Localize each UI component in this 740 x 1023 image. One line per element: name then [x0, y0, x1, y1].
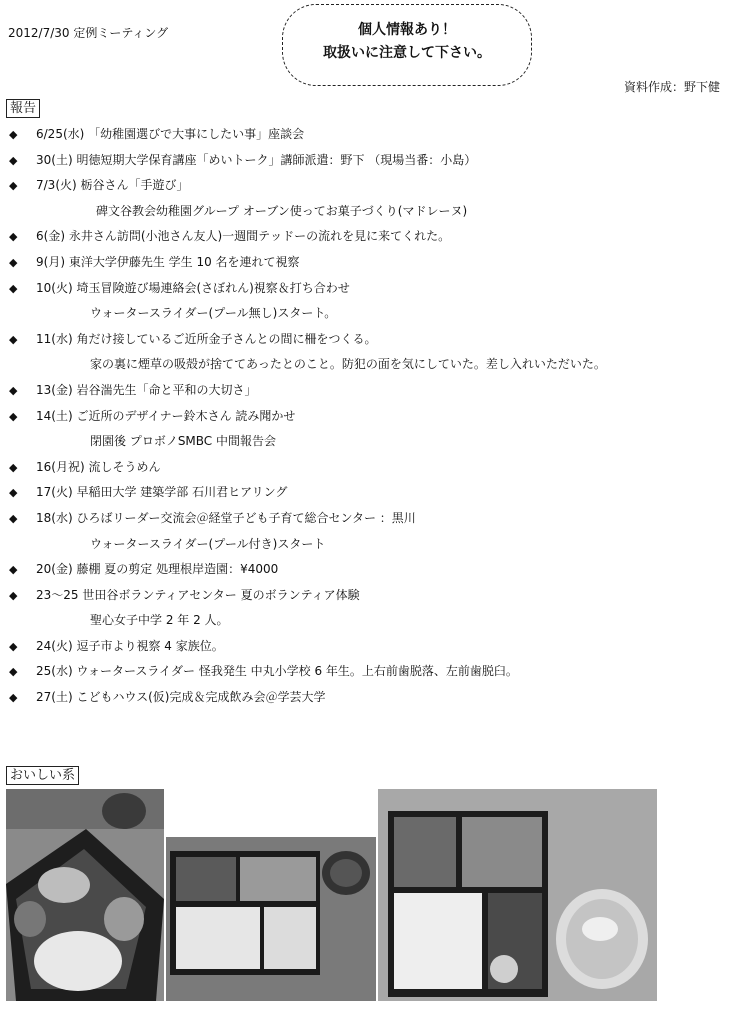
- diamond-bullet-icon: ◆: [9, 179, 18, 193]
- diamond-bullet-icon: ◆: [9, 332, 18, 346]
- diamond-bullet-icon: ◆: [9, 153, 18, 167]
- report-item-text: 23～25 世田谷ボランティアセンター 夏のボランティア体験: [36, 587, 360, 602]
- report-item: [0, 685, 740, 711]
- continuation-text: ウォータースライダー(プール無し)スタート。: [90, 306, 337, 321]
- report-item: [0, 378, 740, 404]
- report-item: [0, 404, 740, 430]
- report-item: [0, 327, 740, 353]
- report-item-text: 16(月祝) 流しそうめん: [36, 459, 161, 474]
- continuation-text: ウォータースライダー(プール付き)スタート: [90, 536, 326, 551]
- report-item-text: 18(水) ひろばリーダー交流会＠経堂子ども子育て総合センター ：黒川: [36, 510, 416, 525]
- continuation-text: 聖心女子中学 2 年 2 人。: [90, 613, 229, 628]
- report-item: [0, 634, 740, 660]
- report-item: [0, 455, 740, 481]
- report-item: [0, 480, 740, 506]
- date-title: 2012/7/30 定例ミーティング: [8, 26, 169, 40]
- diamond-bullet-icon: ◆: [9, 691, 18, 705]
- privacy-notice: [282, 4, 532, 86]
- report-item-continuation: [0, 199, 740, 225]
- report-item-text: 27(土) こどもハウス(仮)完成＆完成飲み会＠学芸大学: [36, 690, 326, 705]
- report-item-continuation: [0, 608, 740, 634]
- diamond-bullet-icon: ◆: [9, 665, 18, 679]
- diamond-bullet-icon: ◆: [9, 128, 18, 141]
- report-item-text: 6(金) 永井さん訪問(小池さん友人)一週間テッドーの流れを見に来てくれた。: [36, 229, 451, 244]
- diamond-bullet-icon: ◆: [9, 255, 18, 269]
- continuation-text: 家の裏に煙草の吸殻が捨ててあったとのこと。防犯の面を気にしていた。差し入れいただいた。: [90, 357, 606, 372]
- diamond-bullet-icon: ◆: [9, 383, 18, 397]
- diamond-bullet-icon: ◆: [9, 281, 18, 295]
- diamond-bullet-icon: ◆: [9, 486, 18, 500]
- author: 資料作成：野下健: [623, 80, 720, 94]
- diamond-bullet-icon: ◆: [9, 460, 18, 474]
- report-item-text: 9(月) 東洋大学伊藤先生 学生 10 名を連れて視察: [36, 254, 300, 269]
- report-item-text: 20(金) 藤棚 夏の剪定 処理根岸造園：¥4000: [36, 562, 279, 577]
- report-item-continuation: [0, 352, 740, 378]
- report-item-text: 6/25(水) 「幼稚園選びで大事にしたい事」座談会: [36, 127, 305, 141]
- bento-photo-2: [166, 789, 376, 1001]
- bento-photo-3: [378, 789, 657, 1001]
- report-item-text: 7/3(火) 栃谷さん「手遊び」: [36, 178, 189, 193]
- diamond-bullet-icon: ◆: [9, 639, 18, 653]
- diamond-bullet-icon: ◆: [9, 563, 18, 577]
- report-item: [0, 557, 740, 583]
- report-item: [0, 173, 740, 199]
- diamond-bullet-icon: ◆: [9, 230, 18, 244]
- report-item-text: 30(土) 明徳短期大学保育講座「めいトーク」講師派遣：野下 （現場当番：小島）: [36, 152, 477, 167]
- report-item: [0, 148, 740, 174]
- report-item-text: 25(水) ウォータースライダー 怪我発生 中丸小学校 6 年生。上右前歯脱落、左前歯脱臼。: [36, 664, 518, 679]
- report-item-text: 11(水) 角だけ接しているご近所金子さんとの間に柵をつくる。: [36, 331, 377, 346]
- report-item: [0, 583, 740, 609]
- bento-photo-1: [6, 789, 164, 1001]
- report-item-continuation: [0, 532, 740, 558]
- report-item: [0, 250, 740, 276]
- report-item-text: 17(火) 早稲田大学 建築学部 石川君ヒアリング: [36, 485, 288, 500]
- photos-section-label: おいしい系: [6, 766, 79, 785]
- report-item-continuation: [0, 429, 740, 455]
- report-item: [0, 224, 740, 250]
- diamond-bullet-icon: ◆: [9, 588, 18, 602]
- report-item-text: 13(金) 岩谷湍先生「命と平和の大切さ」: [36, 382, 257, 397]
- continuation-text: 碑文谷教会幼稚園グループ オーブン使ってお菓子づくり(マドレーヌ): [96, 203, 468, 218]
- report-item: [0, 122, 740, 148]
- diamond-bullet-icon: ◆: [9, 511, 18, 525]
- report-list: [0, 122, 740, 711]
- report-item-text: 24(火) 逗子市より視察 4 家族位。: [36, 638, 224, 653]
- report-item: [0, 276, 740, 302]
- diamond-bullet-icon: ◆: [9, 409, 18, 423]
- report-item-text: 10(火) 埼玉冒険遊び場連絡会(さぼれん)視察＆打ち合わせ: [36, 280, 350, 295]
- report-item-continuation: [0, 301, 740, 327]
- report-item: [0, 506, 740, 532]
- notice-line-1: 個人情報あり！: [358, 22, 456, 38]
- continuation-text: 閉園後 プロボノSMBC 中間報告会: [90, 434, 277, 449]
- report-item-text: 14(土) ご近所のデザイナー鈴木さん 読み聞かせ: [36, 408, 296, 423]
- notice-line-2: 取扱いに注意して下さい。: [323, 45, 491, 61]
- report-section-label: 報告: [6, 99, 40, 118]
- report-item: [0, 659, 740, 685]
